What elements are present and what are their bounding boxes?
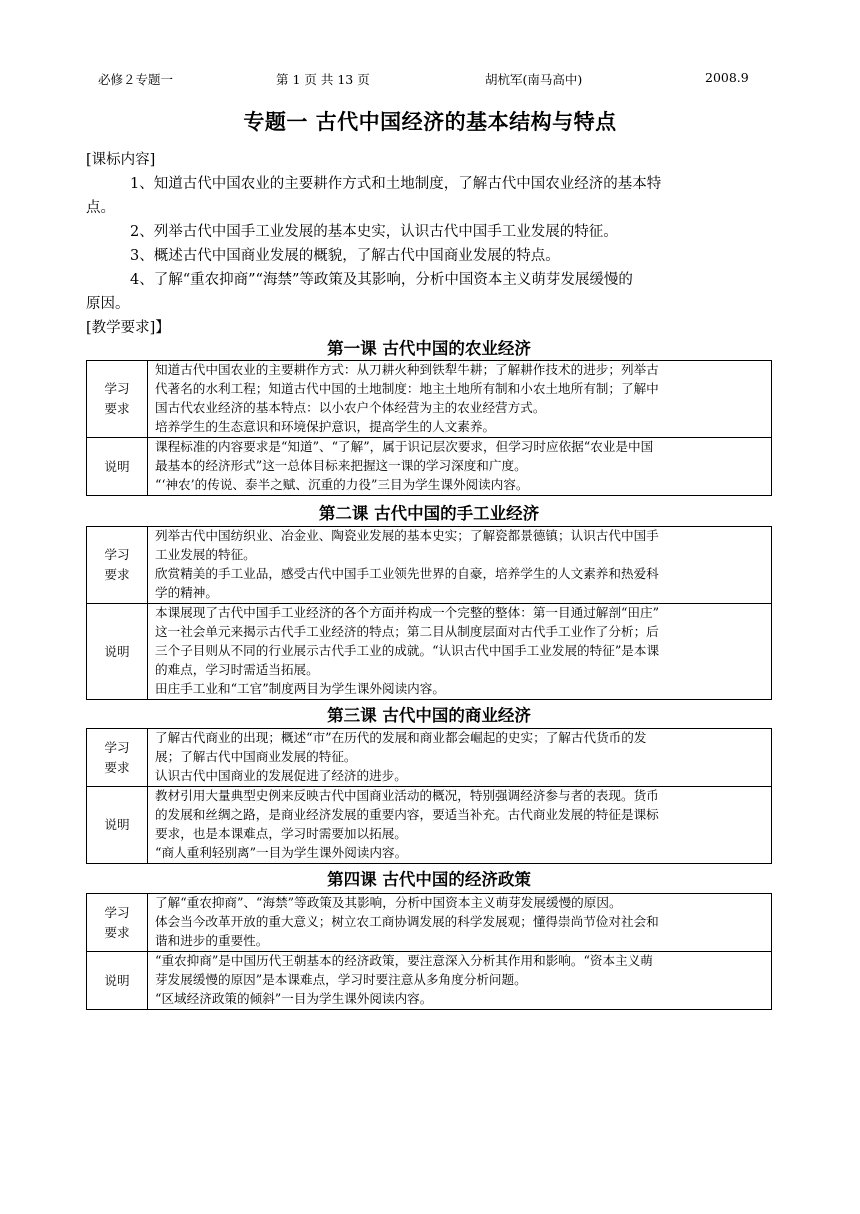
lesson-2-table xyxy=(86,526,772,700)
header-author: 胡杭军(南马高中) xyxy=(485,72,583,87)
curriculum-item-2: 2、列举古代中国手工业发展的基本史实，认识古代中国手工业发展的特征。 xyxy=(130,224,618,240)
lesson-2-title: 第二课 古代中国的手工业经济 xyxy=(318,504,540,523)
row-content: “重农抑商”是中国历代王朝基本的经济政策，要注意深入分析其作用和影响。“资本主义萌 芽发展缓慢的原因”是本课难点，学习时要注意从多角度分析问题。 “区域经济政策的倾斜”一目为学生课外阅读内容。 xyxy=(148,952,772,1010)
curriculum-item-1-cont: 点。 xyxy=(86,200,115,216)
table-row xyxy=(87,894,772,952)
row-content: 本课展现了古代中国手工业经济的各个方面并构成一个完整的整体：第一目通过解剖“田庄” 这一社会单元来揭示古代手工业经济的特点；第二目从制度层面对古代手工业作了分析；后 三个子目则从不同的行业展示古代手工业的成就。“认识古代中国手工业发展的特征”是本课 的难点，学习时需适当拓展。 田庄手工业和“工官”制度两目为学生课外阅读内容。 xyxy=(148,604,772,700)
row-label: 学习 要求 xyxy=(87,894,148,952)
curriculum-heading: [课标内容] xyxy=(86,152,156,168)
curriculum-item-4: 4、了解“重农抑商”“海禁”等政策及其影响，分析中国资本主义萌芽发展缓慢的 xyxy=(130,272,633,288)
teaching-heading: [教学要求]】 xyxy=(86,320,170,336)
row-content: 了解古代商业的出现；概述“市”在历代的发展和商业都会崛起的史实；了解古代货币的发 展；了解古代中国商业发展的特征。 认识古代中国商业的发展促进了经济的进步。 xyxy=(148,729,772,787)
row-label: 学习 要求 xyxy=(87,527,148,604)
lesson-4-table xyxy=(86,893,772,1010)
header-date: 2008.9 xyxy=(705,70,749,85)
row-label: 学习 要求 xyxy=(87,361,148,438)
row-content: 知道古代中国农业的主要耕作方式：从刀耕火种到铁犁牛耕；了解耕作技术的进步；列举古 代著名的水利工程；知道古代中国的土地制度：地主土地所有制和小农土地所有制；了解中 国古代农业经济的基本特点：以小农户个体经营为主的农业经营方式。 培养学生的生态意识和环境保护意识，提高学生的人文素养。 xyxy=(148,361,772,438)
curriculum-item-4-cont: 原因。 xyxy=(86,296,130,312)
curriculum-item-3: 3、概述古代中国商业发展的概貌，了解古代中国商业发展的特点。 xyxy=(130,248,560,264)
lesson-3-table xyxy=(86,728,772,864)
row-content: 教材引用大量典型史例来反映古代中国商业活动的概况，特别强调经济参与者的表现。货币 的发展和丝绸之路，是商业经济发展的重要内容，要适当补充。古代商业发展的特征是课标 要求，也是本课难点，学习时需要加以拓展。 “商人重利轻别离”一目为学生课外阅读内容。 xyxy=(148,787,772,864)
row-content: 了解“重农抑商”、“海禁”等政策及其影响，分析中国资本主义萌芽发展缓慢的原因。 体会当今改革开放的重大意义；树立农工商协调发展的科学发展观；懂得崇尚节俭对社会和 谐和进步的重要性。 xyxy=(148,894,772,952)
page-title: 专题一 古代中国经济的基本结构与特点 xyxy=(243,110,617,134)
table-row xyxy=(87,952,772,1010)
row-label: 学习 要求 xyxy=(87,729,148,787)
table-row xyxy=(87,361,772,438)
header-page-info: 第 1 页 共 13 页 xyxy=(276,72,370,87)
curriculum-section xyxy=(86,148,776,340)
curriculum-item-1: 1、知道古代中国农业的主要耕作方式和土地制度，了解古代中国农业经济的基本特 xyxy=(130,176,662,192)
table-row xyxy=(87,787,772,864)
header-course: 必修２专题一 xyxy=(98,72,174,87)
table-row xyxy=(87,438,772,496)
row-label: 说明 xyxy=(87,604,148,700)
table-row xyxy=(87,729,772,787)
row-label: 说明 xyxy=(87,952,148,1010)
row-content: 课程标准的内容要求是“知道”、“了解”，属于识记层次要求，但学习时应依据“农业是中国 最基本的经济形式”这一总体目标来把握这一课的学习深度和广度。 “‘神农’的传说、泰半之赋、沉重的力役”三目为学生课外阅读内容。 xyxy=(148,438,772,496)
lesson-3-title: 第三课 古代中国的商业经济 xyxy=(327,706,531,725)
row-label: 说明 xyxy=(87,438,148,496)
lesson-4-title: 第四课 古代中国的经济政策 xyxy=(327,870,531,889)
lesson-1-title: 第一课 古代中国的农业经济 xyxy=(327,339,531,358)
lesson-1-table xyxy=(86,360,772,496)
table-row xyxy=(87,527,772,604)
row-content: 列举古代中国纺织业、冶金业、陶瓷业发展的基本史实；了解瓷都景德镇；认识古代中国手 工业发展的特征。 欣赏精美的手工业品，感受古代中国手工业领先世界的自豪，培养学生的人文素养和热爱科 学的精神。 xyxy=(148,527,772,604)
row-label: 说明 xyxy=(87,787,148,864)
table-row xyxy=(87,604,772,700)
